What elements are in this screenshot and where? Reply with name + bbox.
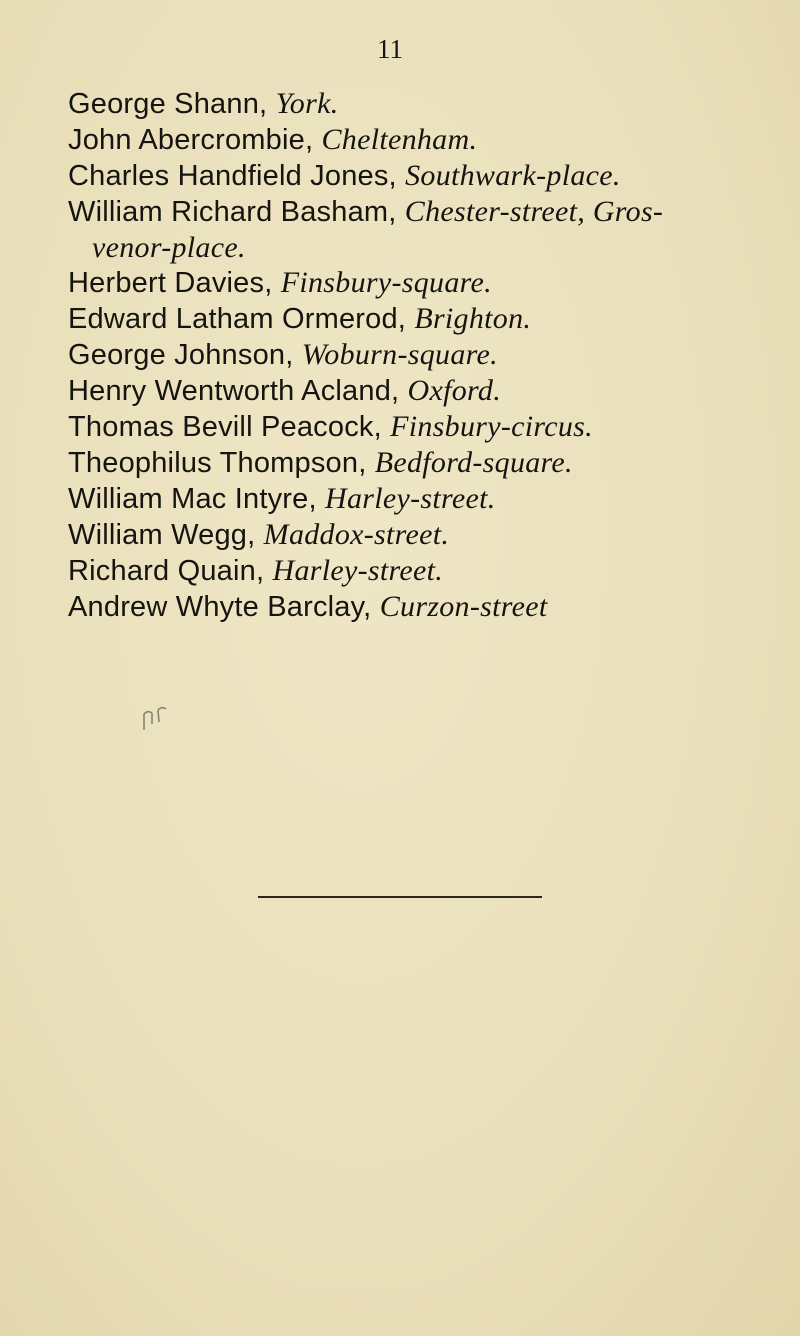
- member-address: Maddox-street.: [263, 518, 450, 551]
- member-address: Finsbury-circus.: [390, 410, 593, 443]
- closing-rule-divider: [258, 896, 542, 898]
- member-address: Brighton.: [414, 302, 532, 335]
- list-item: [68, 86, 788, 122]
- member-address: Bedford-square.: [374, 446, 573, 479]
- list-item: [68, 158, 788, 194]
- member-name: William Richard Basham,: [68, 196, 397, 228]
- list-item: [68, 122, 788, 158]
- ink-smudge-icon: [140, 700, 170, 736]
- member-address-continued: venor-place.: [92, 231, 246, 264]
- member-address: Finsbury-square.: [280, 266, 492, 299]
- list-item: [68, 337, 788, 373]
- member-name: Thomas Bevill Peacock,: [68, 411, 382, 443]
- member-name: George Johnson,: [68, 339, 294, 371]
- list-item: [68, 301, 788, 337]
- member-name: Andrew Whyte Barclay,: [68, 591, 372, 623]
- member-name: George Shann,: [68, 88, 268, 120]
- member-address: Southwark-place.: [405, 159, 621, 192]
- page-number: 11: [377, 34, 403, 64]
- member-name: William Mac Intyre,: [68, 483, 317, 515]
- member-name: Henry Wentworth Acland,: [68, 375, 400, 407]
- list-item: [68, 481, 788, 517]
- member-name: Charles Handfield Jones,: [68, 160, 397, 192]
- member-name: John Abercrombie,: [68, 124, 314, 156]
- member-address: Oxford.: [407, 374, 502, 407]
- member-name: Edward Latham Ormerod,: [68, 303, 407, 335]
- list-item: [68, 265, 788, 301]
- member-address: York.: [275, 87, 339, 120]
- list-item: [68, 194, 788, 265]
- member-name: William Wegg,: [68, 519, 256, 551]
- list-item: [68, 553, 788, 589]
- member-address: Curzon-street: [379, 590, 548, 623]
- list-item: [68, 517, 788, 553]
- list-item: [68, 373, 788, 409]
- member-address: Harley-street.: [324, 482, 496, 515]
- member-address: Harley-street.: [272, 554, 444, 587]
- list-item: [68, 409, 788, 445]
- member-name: Theophilus Thompson,: [68, 447, 367, 479]
- list-item: [68, 589, 788, 625]
- member-address: Chester-street, Gros-: [404, 195, 664, 228]
- member-name: Herbert Davies,: [68, 267, 273, 299]
- member-list: [68, 86, 788, 625]
- member-address: Woburn-square.: [301, 338, 498, 371]
- member-address: Cheltenham.: [321, 123, 478, 156]
- list-item: [68, 445, 788, 481]
- member-name: Richard Quain,: [68, 555, 265, 587]
